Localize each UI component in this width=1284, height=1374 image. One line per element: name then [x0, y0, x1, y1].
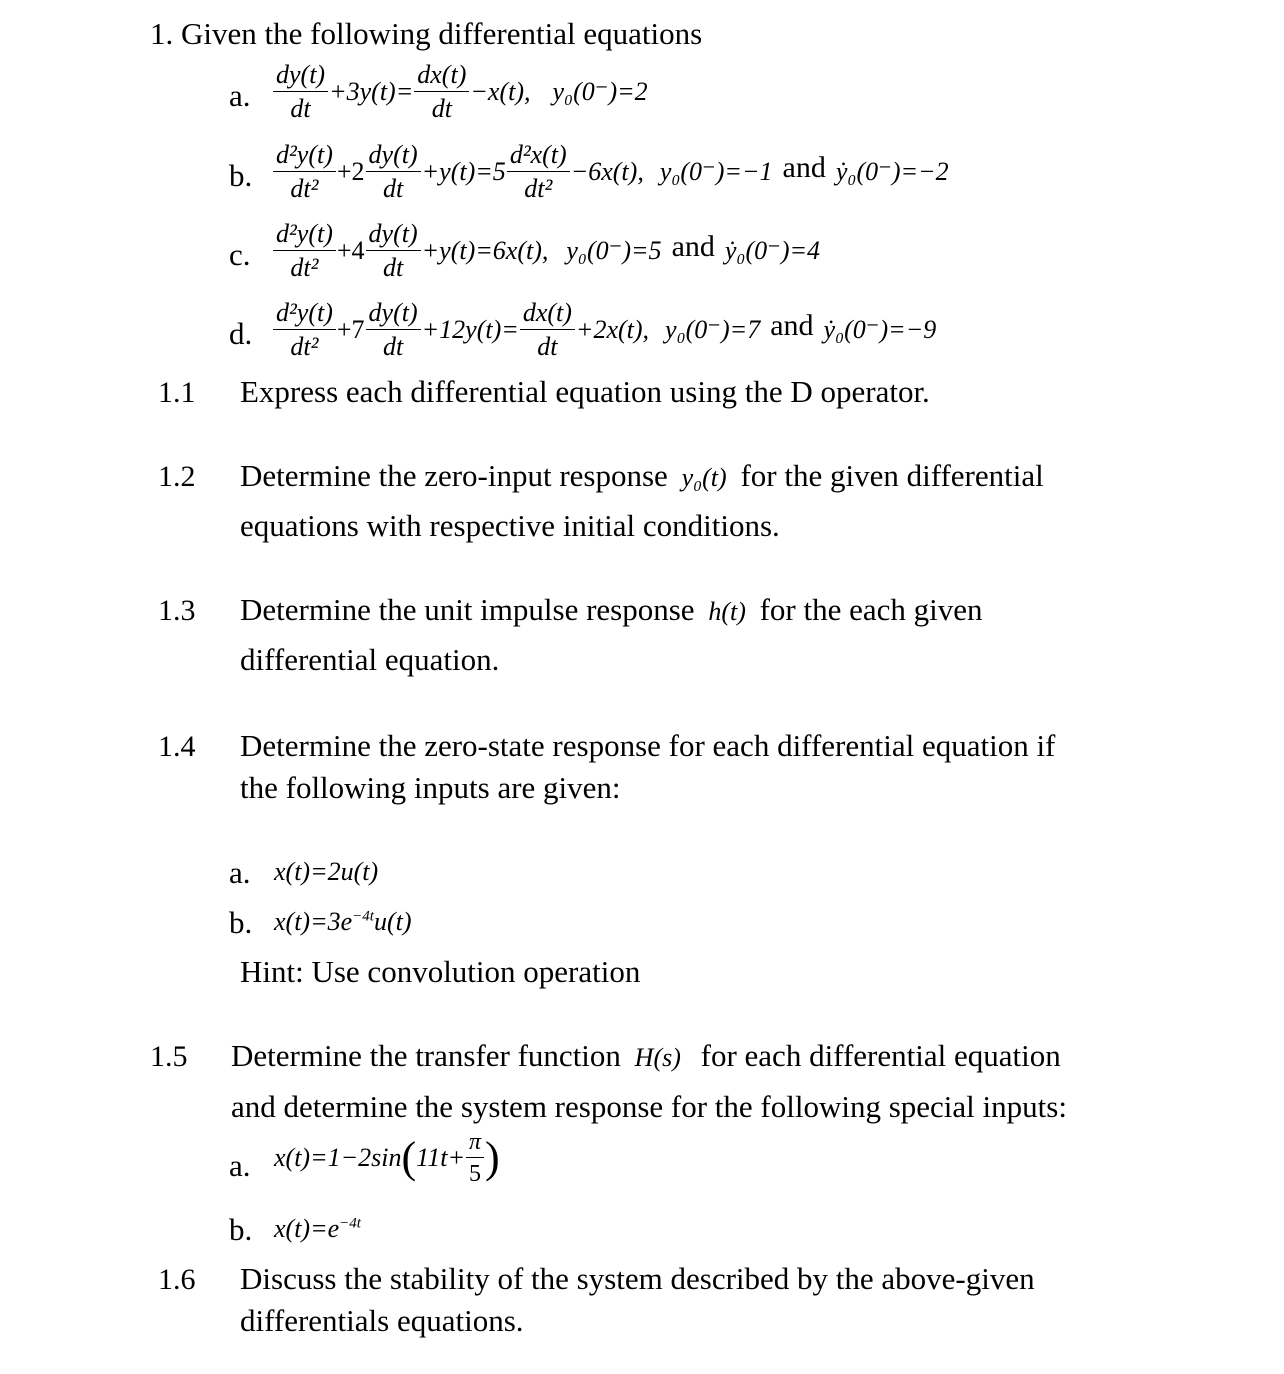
- eq-b-den1: dt²: [290, 174, 319, 203]
- question-1-3-line2: differential equation.: [240, 642, 500, 677]
- question-1-4-number: 1.4: [158, 730, 196, 763]
- eq-d-num2: dy(t): [366, 300, 421, 330]
- question-1-6-line1: Discuss the stability of the system described by the above-given: [240, 1261, 1035, 1296]
- q13-post: for the each given: [759, 592, 983, 627]
- eq-b-and: and: [782, 151, 826, 184]
- q12-post: for the given differential: [740, 458, 1044, 493]
- question-1-6-line2: differentials equations.: [240, 1303, 524, 1338]
- q14-input-b-label: b.: [229, 905, 253, 940]
- q15-input-a-label: a.: [229, 1148, 251, 1183]
- q15-input-b-label: b.: [229, 1212, 253, 1247]
- eq-b-tail: −6x(t),: [570, 157, 644, 186]
- eq-a-mid: +3y(t)=: [329, 77, 414, 106]
- q15-input-b: [274, 1214, 361, 1244]
- equation-a: [272, 62, 648, 122]
- question-1-4-line1: Determine the zero-state response for each differential equation if: [240, 728, 1056, 763]
- eq-b-num3: d²x(t): [507, 142, 570, 172]
- q14-b-post: u(t): [373, 907, 412, 936]
- question-1-5-line1: [231, 1038, 1061, 1074]
- equation-c: [272, 221, 820, 281]
- equation-b: [272, 142, 949, 202]
- question-1-6-number: 1.6: [158, 1263, 196, 1296]
- eq-a-den1: dt: [290, 94, 311, 123]
- equation-a-label: a.: [229, 78, 251, 113]
- eq-b-num2: dy(t): [366, 142, 421, 172]
- q14-input-a-label: a.: [229, 855, 251, 890]
- problem-title: 1. Given the following differential equations: [150, 16, 703, 51]
- equation-b-label: b.: [229, 158, 253, 193]
- eq-c-num1: d²y(t): [273, 221, 336, 251]
- q14-input-b: [274, 907, 412, 937]
- question-1-5-line2: and determine the system response for the following special inputs:: [231, 1089, 1067, 1124]
- equation-d-label: d.: [229, 316, 253, 351]
- eq-a-initial-condition: y₀(0⁻)=2: [552, 77, 648, 106]
- eq-d-and: and: [770, 309, 814, 342]
- eq-d-den1: dt²: [290, 332, 319, 361]
- q15-post: for each differential equation: [700, 1038, 1061, 1073]
- q15-pre: Determine the transfer function: [231, 1038, 621, 1073]
- q15-a-right-paren-icon: ): [485, 1133, 500, 1182]
- eq-b-coef2: +y(t)=5: [421, 157, 506, 186]
- question-1-3-number: 1.3: [158, 594, 196, 627]
- eq-c-and: and: [671, 230, 715, 263]
- equation-d: [272, 300, 936, 360]
- eq-d-ic2: ẏ₀(0⁻)=−9: [823, 315, 937, 344]
- q12-pre: Determine the zero-input response: [240, 458, 668, 493]
- eq-c-ic1: y₀(0⁻)=5: [566, 236, 662, 265]
- q15-input-a: [274, 1130, 500, 1186]
- q15-a-left-paren-icon: (: [401, 1133, 417, 1182]
- eq-c-coef1: +4: [336, 236, 365, 265]
- equation-c-label: c.: [229, 237, 251, 272]
- q14-b-sup: −4t: [352, 908, 374, 925]
- question-1-5-number: 1.5: [150, 1040, 188, 1073]
- eq-a-tail: −x(t),: [470, 77, 531, 106]
- q15-a-inner: 11t+: [416, 1143, 466, 1172]
- eq-d-tail: +2x(t),: [575, 315, 650, 344]
- eq-c-tail: +y(t)=6x(t),: [421, 236, 549, 265]
- q14-hint: Hint: Use convolution operation: [240, 954, 641, 989]
- q15-a-pre: x(t)=1−2sin: [274, 1143, 402, 1172]
- q15-a-frac-den: 5: [469, 1161, 482, 1187]
- q13-pre: Determine the unit impulse response: [240, 592, 695, 627]
- question-1-2-line2: equations with respective initial conditions.: [240, 508, 780, 543]
- question-1-1-text: Express each differential equation using the D operator.: [240, 374, 930, 409]
- eq-d-ic1: y₀(0⁻)=7: [665, 315, 761, 344]
- eq-b-den2: dt: [382, 174, 404, 203]
- q15-b-sup: −4t: [339, 1215, 361, 1232]
- eq-d-coef2: +12y(t)=: [421, 315, 519, 344]
- eq-d-num1: d²y(t): [273, 300, 336, 330]
- eq-b-num1: d²y(t): [273, 142, 336, 172]
- eq-a-num1: dy(t): [273, 62, 328, 92]
- eq-c-num2: dy(t): [366, 221, 421, 251]
- q14-b-pre: x(t)=3e: [274, 907, 353, 936]
- eq-a-num2: dx(t): [414, 62, 469, 92]
- q15-b-pre: x(t)=e: [274, 1214, 340, 1243]
- q15-a-frac-num: π: [466, 1130, 484, 1158]
- eq-c-den1: dt²: [290, 253, 319, 282]
- eq-c-den2: dt: [382, 253, 404, 282]
- eq-b-ic2: ẏ₀(0⁻)=−2: [835, 157, 949, 186]
- eq-c-ic2: ẏ₀(0⁻)=4: [724, 236, 821, 265]
- question-1-4-line2: the following inputs are given:: [240, 770, 621, 805]
- eq-b-coef1: +2: [336, 157, 365, 186]
- eq-d-num3: dx(t): [520, 300, 575, 330]
- eq-a-den2: dt: [431, 94, 452, 123]
- q14-input-a: x(t)=2u(t): [274, 857, 379, 886]
- question-1-3-line1: [240, 592, 983, 628]
- eq-d-den3: dt: [537, 332, 558, 361]
- q13-math: h(t): [708, 597, 746, 626]
- eq-b-den3: dt²: [524, 174, 553, 203]
- q12-math: y₀(t): [681, 463, 727, 492]
- eq-d-den2: dt: [382, 332, 404, 361]
- question-1-2-number: 1.2: [158, 460, 196, 493]
- question-1-2-line1: [240, 458, 1044, 494]
- eq-b-ic1: y₀(0⁻)=−1: [659, 157, 773, 186]
- q15-math: H(s): [634, 1043, 681, 1072]
- eq-d-coef1: +7: [336, 315, 365, 344]
- question-1-1-number: 1.1: [158, 376, 196, 409]
